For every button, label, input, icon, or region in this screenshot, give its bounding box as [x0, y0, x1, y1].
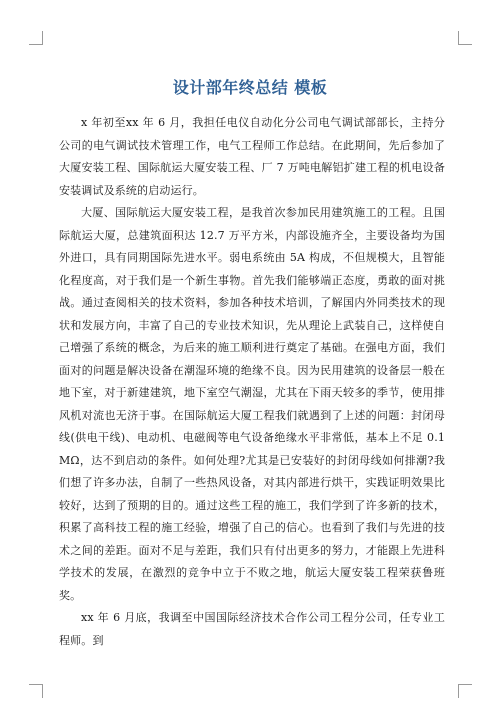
crop-mark-bottom-left: [29, 684, 43, 698]
paragraph-2: 大厦、国际航运大厦安装工程，是我首次参加民用建筑施工的工程。且国际航运大厦，总建筑面积达 12.7 万平方米，内部设施齐全，主要设备均为国外进口，具有同期国际先进水平。弱电系统由 5A 构成，不但规模大，且智能化程度高，对于我们是一个新生事物。首先我们能够端正态度，勇敢的面对挑战。通过查阅相关的技术资料，参加各种技术培训，了解国内外同类技术的现状和发展方向，丰富了自己的专业技术知识，先从理论上武装自己，这样使自己增强了系统的概念，为后来的施工顺利进行奠定了基础。在强电方面，我们面对的问题是解决设备在潮湿环境的绝缘不良。因为民用建筑的设备层一般在地下室，对于新建建筑，地下室空气潮湿，尤其在下雨天较多的季节，使用排风机对流也无济于事。在国际航运大厦工程我们就遇到了上述的问题：封闭母线(供电干线)、电动机、电磁阀等电气设备绝缘水平非常低，基本上不足 0.1MΩ，达不到启动的条件。如何处理?尤其是已安装好的封闭母线如何排潮?我们想了许多办法，自制了一些热风设备，对其内部进行烘干，实践证明效果比较好，达到了预期的目的。通过这些工程的施工，我们学到了许多新的技术，积累了高科技工程的施工经验，增强了自己的信心。也看到了我们与先进的技术之间的差距。面对不足与差距，我们只有付出更多的努力，才能跟上先进科学技术的发展，在激烈的竞争中立于不败之地，航运大厦安装工程荣获鲁班奖。: [59, 206, 445, 602]
document-body: [59, 112, 445, 652]
document-title: 设计部年终总结 模板: [172, 77, 328, 97]
crop-mark-bottom-right: [458, 684, 472, 698]
paragraph-1: x 年初至xx 年 6 月，我担任电仪自动化分公司电气调试部部长，主持分公司的电气调试技术管理工作，电气工程师工作总结。在此期间，先后参加了大厦安装工程、国际航运大厦安装工程、厂 7 万吨电解铝扩建工程的机电设备安装调试及系统的启动运行。: [59, 116, 445, 197]
paragraph-3: xx 年 6 月底，我调至中国国际经济技术合作公司工程分公司，任专业工程师。到: [59, 611, 445, 647]
crop-mark-top-right: [458, 31, 472, 45]
crop-mark-top-left: [29, 31, 43, 45]
